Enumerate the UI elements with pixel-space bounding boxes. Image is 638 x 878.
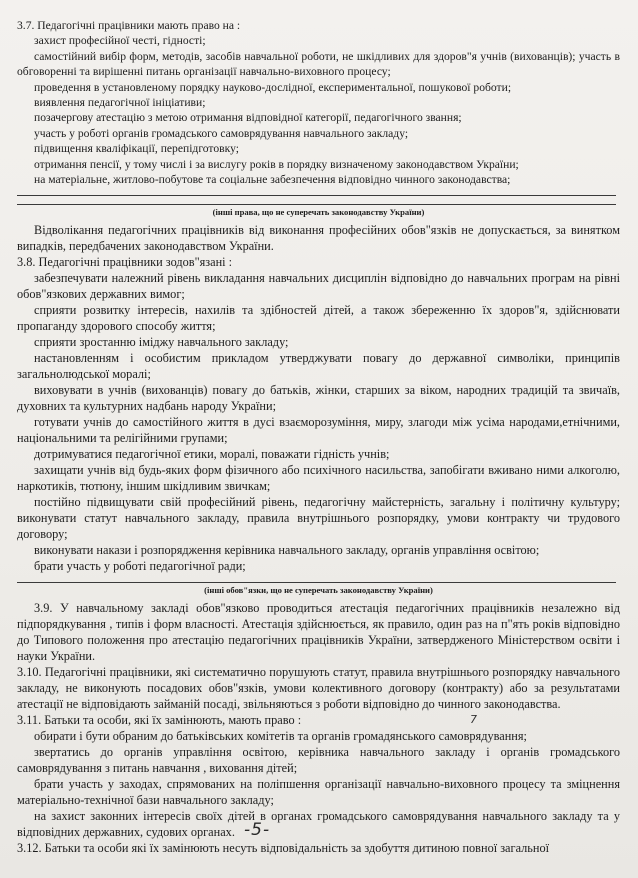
list-item: участь у роботі органів громадського самоврядування навчального закладу; (34, 126, 409, 140)
list-item: брати участь у заходах, спрямованих на поліпшення організації навчально-виховного процесу та зміцнення матеріально-технічної бази навчального закладу; (17, 777, 620, 808)
blank-fill-line (17, 196, 616, 205)
section-3-12: 3.12. Батьки та особи які їх замінюють несуть відповідальність за здобуття дитиною повної загальної (17, 841, 550, 856)
list-item: постійно підвищувати свій професійний рівень, педагогічну майстерність, загальну і політичну культуру; виконувати статут навчального закладу, правила внутрішнього розпорядку, умови контракту чи трудового договору; (17, 495, 620, 542)
list-item: брати участь у роботі педагогічної ради; (34, 559, 246, 574)
section-3-9: 3.9. У навчальному закладі обов"язково проводиться атестація педагогічних працівників незалежно від підпорядкування , типів і форм власності. Атестація здійснюється, як правило, один раз на п"ять років відповідно до Типового положення про атестацію педагогічних працівників України, затвердженого Міністерством освіти і науки України. (17, 601, 620, 664)
list-item: позачергову атестацію з метою отримання відповідної категорії, педагогічного звання; (34, 111, 462, 125)
list-item: отримання пенсії, у тому числі і за вислугу років в порядку визначеному законодавством України; (34, 157, 519, 171)
list-item: сприяти розвитку інтересів, нахилів та здібностей дітей, а також збереженню їх здоров"я, здійснювати пропаганду здорового способу життя; (17, 303, 620, 334)
blank-fill-line (17, 574, 616, 583)
list-item: забезпечувати належний рівень викладання навчальних дисциплін відповідно до навчальних програм на рівні обов"язкових державних вимог; (17, 271, 620, 302)
rule-caption: (інші обов"язки, що не суперечать законодавству України) (204, 585, 433, 596)
list-item: виявлення педагогічної ініціативи; (34, 96, 206, 110)
list-item: на захист законних інтересів своїх дітей в органах громадського самоврядування навчального закладу та у відповідних державних, судових органах. (17, 809, 620, 840)
list-item: самостійний вибір форм, методів, засобів навчальної роботи, не шкідливих для здоров"я учнів (вихованців); участь в обговоренні та вирішенні питань організації навчально-виховного процесу; (17, 49, 620, 79)
section-heading-3-8: 3.8. Педагогічні працівники зодов"язані : (17, 255, 233, 270)
handwritten-mark: 7 (470, 713, 477, 726)
list-item: обирати і бути обраним до батьківських комітетів та органів громадянського самоврядування; (34, 729, 527, 744)
blank-fill-line (17, 187, 616, 196)
list-item: підвищення кваліфікації, перепідготовку; (34, 142, 239, 156)
list-item: на матеріальне, житлово-побутове та соціальне забезпечення відповідно чинного законодавства; (34, 173, 511, 187)
list-item: настановленням і особистим прикладом утверджувати повагу до державної символіки, принципів загальнолюдської моралі; (17, 351, 620, 382)
list-item: захист професійної честі, гідності; (34, 34, 206, 48)
section-3-10: 3.10. Педагогічні працівники, які систематично порушують статут, правила внутрішнього розпорядку навчального закладу, не виконують посадових обов"язків, умови колективного договору (контракту) або за результатами атестації не відповідають займаній посаді, звільняються з роботи відповідно до чинного законодавства. (17, 665, 620, 712)
section-heading-3-7: 3.7. Педагогічні працівники мають право на : (17, 19, 241, 32)
list-item: виховувати в учнів (вихованців) повагу до батьків, жінки, старших за віком, народних традицій та звичаїв, духовних та культурних надбань народу України; (17, 383, 620, 414)
list-item: звертатись до органів управління освітою, керівника навчального закладу і органів громадського самоврядування з питань навчання , виховання дітей; (17, 745, 620, 776)
list-item: проведення в установленому порядку науково-дослідної, експериментальної, пошукової роботи; (34, 80, 512, 94)
section-heading-3-11: 3.11. Батьки та особи, які їх замінюють, мають право : (17, 713, 302, 728)
list-item: дотримуватися педагогічної етики, моралі, поважати гідність учнів; (34, 447, 390, 462)
list-item: готувати учнів до самостійного життя в дусі взаєморозуміння, миру, злагоди між усіма народами,етнічними, національними та релігійними групами; (17, 415, 620, 446)
list-item: захищати учнів від будь-яких форм фізичного або психічного насильства, запобігати вживано ними алкоголю, наркотиків, тютюну, іншим шкідливим звичкам; (17, 463, 620, 494)
list-item: виконувати накази і розпорядження керівника навчального закладу, органів управління освітою; (34, 543, 540, 558)
page-number: -5- (244, 820, 271, 840)
paragraph: Відволікання педагогічних працівників від виконання професійних обов"язків не допускається, за винятком випадків, передбачених законодавством України. (17, 223, 620, 254)
list-item: сприяти зростанню іміджу навчального закладу; (34, 335, 289, 350)
rule-caption: (інші права, що не суперечать законодавству України) (212, 207, 425, 218)
